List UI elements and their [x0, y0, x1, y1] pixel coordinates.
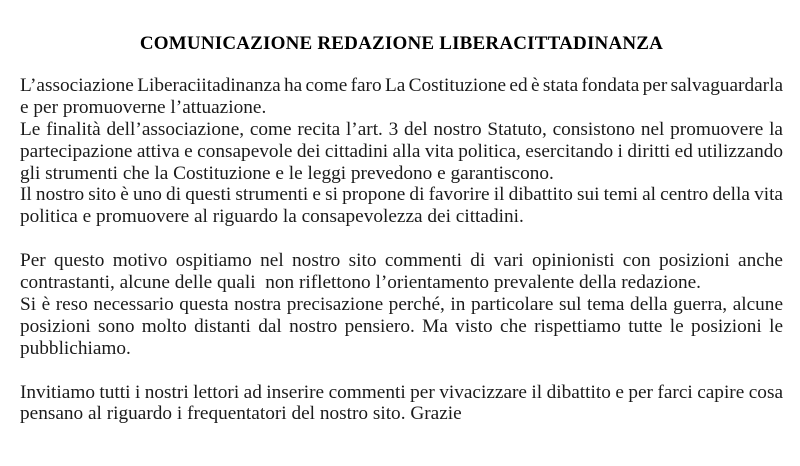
text-line: pubblichiamo.	[20, 337, 131, 359]
text-line: L’associazione Liberaciitadinanza ha come faro La Costituzione ed è stata fondata per salvaguardarla	[20, 74, 783, 96]
text-line: e per promuoverne l’attuazione.	[20, 96, 267, 118]
text-line: posizioni sono molto distanti dal nostro pensiero. Ma visto che rispettiamo tutte le posizioni le	[20, 315, 783, 337]
paragraph-block-1	[20, 75, 783, 228]
document-title: COMUNICAZIONE REDAZIONE LIBERACITTADINANZA	[139, 33, 664, 54]
text-line: Si è reso necessario questa nostra precisazione perché, in particolare sul tema della guerra, alcune	[20, 293, 783, 315]
text-line: contrastanti, alcune delle quali non riflettono l’orientamento prevalente della redazione.	[20, 272, 701, 294]
text-line: partecipazione attiva e consapevole dei cittadini alla vita politica, esercitando i diritti ed utilizzando	[20, 140, 783, 162]
text-line: Le finalità dell’associazione, come recita l’art. 3 del nostro Statuto, consistono nel promuovere la	[20, 118, 783, 140]
document-body	[20, 75, 783, 425]
text-line: Il nostro sito è uno di questi strumenti e si propone di favorire il dibattito sui temi al centro della vita	[20, 184, 783, 206]
paragraph-block-3	[20, 382, 783, 426]
text-line: Invitiamo tutti i nostri lettori ad inserire commenti per vivacizzare il dibattito e per farci capire cosa	[20, 381, 783, 403]
text-line: pensano al riguardo i frequentatori del nostro sito. Grazie	[20, 403, 462, 425]
text-line: Per questo motivo ospitiamo nel nostro sito commenti di vari opinionisti con posizioni anche	[20, 250, 783, 272]
text-line: politica e promuovere al riguardo la consapevolezza dei cittadini.	[20, 206, 524, 228]
text-line: gli strumenti che la Costituzione e le leggi prevedono e garantiscono.	[20, 162, 554, 184]
paragraph-block-2	[20, 250, 783, 360]
